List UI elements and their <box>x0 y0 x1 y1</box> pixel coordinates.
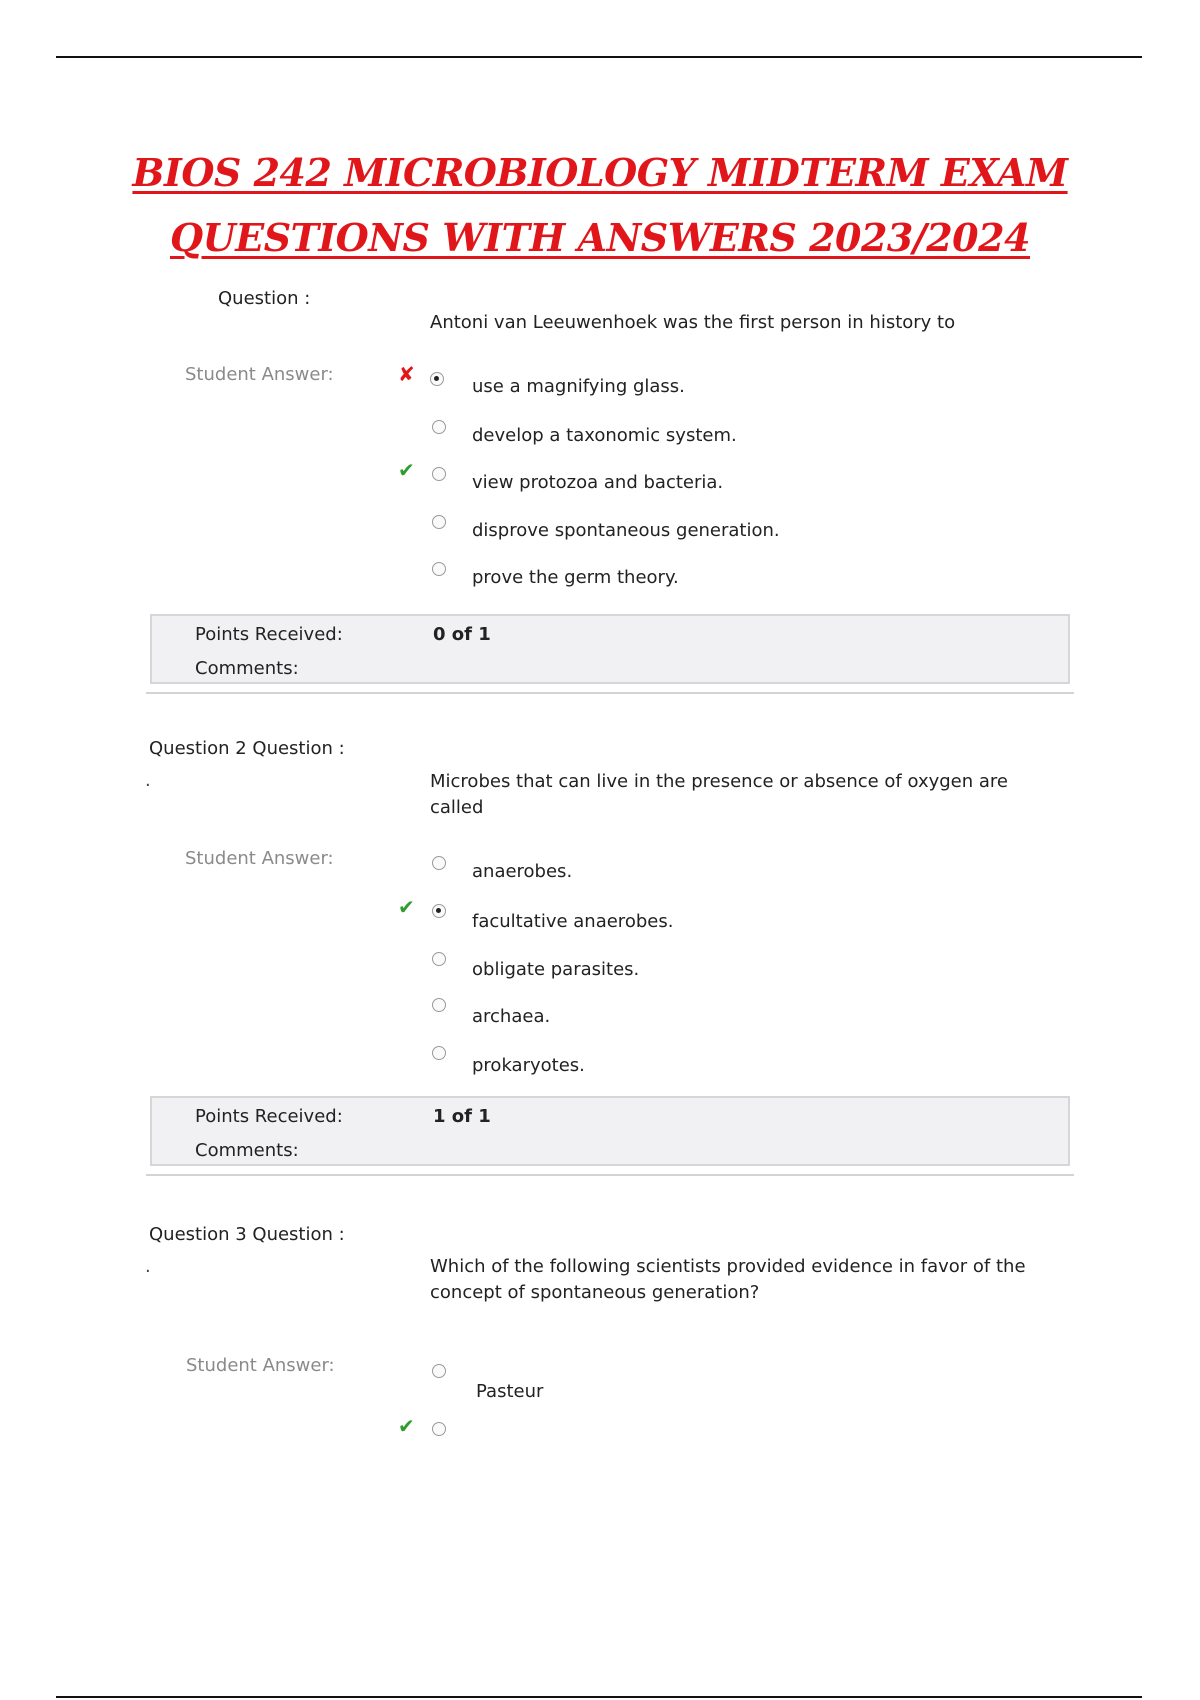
q1-option-5: prove the germ theory. <box>472 567 679 588</box>
q2-option-5: prokaryotes. <box>472 1055 585 1076</box>
q1-points-label: Points Received: <box>195 624 343 645</box>
q1-option-1: use a magnifying glass. <box>472 376 685 397</box>
q1-option-4-radio[interactable] <box>432 515 446 529</box>
question-1-text: Antoni van Leeuwenhoek was the first person in history to <box>430 312 956 333</box>
question-2-student-answer-label: Student Answer: <box>185 848 334 869</box>
q2-points-label: Points Received: <box>195 1106 343 1127</box>
document-title-line2: QUESTIONS WITH ANSWERS 2023/2024 <box>169 215 1031 260</box>
q1-option-4: disprove spontaneous generation. <box>472 520 780 541</box>
q1-comments-label: Comments: <box>195 658 299 679</box>
q2-separator <box>146 1174 1074 1176</box>
question-3-text: Which of the following scientists provided evidence in favor of the concept of spontaneous generation? <box>430 1256 1026 1303</box>
q2-points-value: 1 of 1 <box>433 1106 491 1127</box>
question-3-student-answer-label: Student Answer: <box>186 1355 335 1376</box>
question-2-bullet: . <box>145 770 151 791</box>
q1-option-3: view protozoa and bacteria. <box>472 472 724 493</box>
q3-option-2-radio[interactable] <box>432 1422 446 1436</box>
correct-check-icon: ✔ <box>398 895 415 919</box>
q2-option-1-radio[interactable] <box>432 856 446 870</box>
q1-option-2: develop a taxonomic system. <box>472 425 737 446</box>
q1-option-3-radio[interactable] <box>432 467 446 481</box>
q2-option-4: archaea. <box>472 1006 551 1027</box>
q2-comments-label: Comments: <box>195 1140 299 1161</box>
bottom-rule <box>56 1696 1142 1698</box>
q1-points-value: 0 of 1 <box>433 624 491 645</box>
q3-option-1-radio[interactable] <box>432 1364 446 1378</box>
incorrect-x-icon: ✘ <box>398 362 415 386</box>
q2-option-3: obligate parasites. <box>472 959 640 980</box>
correct-check-icon: ✔ <box>398 1414 415 1438</box>
question-2-heading: Question 2 Question : <box>149 738 345 759</box>
q2-option-3-radio[interactable] <box>432 952 446 966</box>
q1-option-5-radio[interactable] <box>432 562 446 576</box>
q1-option-2-radio[interactable] <box>432 420 446 434</box>
q1-separator <box>146 692 1074 694</box>
q2-option-4-radio[interactable] <box>432 998 446 1012</box>
q3-option-1: Pasteur <box>476 1381 544 1402</box>
question-3-bullet: . <box>145 1256 151 1277</box>
q2-option-2: facultative anaerobes. <box>472 911 674 932</box>
top-rule <box>56 56 1142 58</box>
question-2-text: Microbes that can live in the presence or absence of oxygen are called <box>430 771 1008 818</box>
document-title-line1: BIOS 242 MICROBIOLOGY MIDTERM EXAM <box>132 150 1068 195</box>
q2-option-5-radio[interactable] <box>432 1046 446 1060</box>
question-3-heading: Question 3 Question : <box>149 1224 345 1245</box>
q1-option-1-radio[interactable] <box>430 372 444 386</box>
question-1-student-answer-label: Student Answer: <box>185 364 334 385</box>
correct-check-icon: ✔ <box>398 458 415 482</box>
q2-option-2-radio[interactable] <box>432 904 446 918</box>
question-1-heading: Question : <box>218 288 311 309</box>
q2-option-1: anaerobes. <box>472 861 573 882</box>
